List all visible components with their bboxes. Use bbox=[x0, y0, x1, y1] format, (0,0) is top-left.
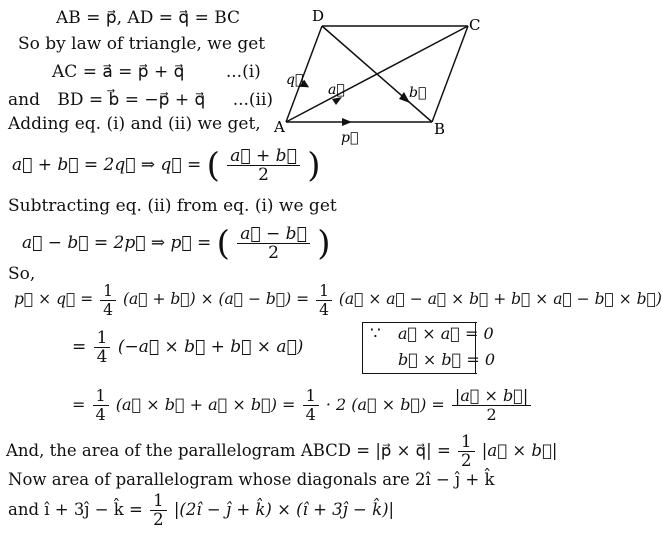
right-paren: ) bbox=[307, 145, 321, 186]
law-of-triangle-text: So by law of triangle, we get bbox=[18, 34, 266, 54]
quarter-den: 4 bbox=[103, 300, 114, 319]
line-simplify-2 bbox=[72, 384, 533, 426]
line-equation-ii bbox=[8, 90, 273, 110]
vertex-a: A bbox=[274, 118, 285, 136]
half-fraction-2 bbox=[150, 492, 167, 529]
diagonals-text: Now area of parallelogram whose diagonals are 2î − ĵ + k̂ bbox=[8, 470, 495, 489]
quarter-num-2: 1 bbox=[316, 282, 332, 301]
quarter-fraction-4 bbox=[93, 387, 109, 424]
quarter-num-3: 1 bbox=[94, 329, 111, 348]
equation-ii-prefix: and bbox=[8, 90, 40, 110]
area-abcd-right: |a⃗ × b⃗| bbox=[481, 441, 558, 460]
since-symbol: ∵ bbox=[370, 324, 381, 344]
vector-b-label: b⃗ bbox=[409, 85, 427, 101]
q-solution-left: a⃗ + b⃗ = 2q⃗ ⇒ q⃗ = bbox=[12, 155, 202, 175]
line-final bbox=[8, 490, 394, 530]
line-equation-i bbox=[52, 62, 261, 82]
quarter-den-4: 4 bbox=[95, 405, 106, 424]
q-fraction-den: 2 bbox=[258, 165, 269, 185]
half-num: 1 bbox=[458, 433, 475, 452]
since-line-2: b⃗ × b⃗ = 0 bbox=[398, 350, 496, 369]
quarter-den-3: 4 bbox=[96, 347, 108, 367]
cross-right: (a⃗ × a⃗ − a⃗ × b⃗ + b⃗ × a⃗ − b⃗ × b⃗) bbox=[338, 290, 662, 308]
quarter-fraction bbox=[100, 282, 116, 319]
p-fraction-den: 2 bbox=[268, 243, 279, 263]
p-solution-left: a⃗ − b⃗ = 2p⃗ ⇒ p⃗ = bbox=[22, 233, 212, 253]
equation-ii-tag: ...(ii) bbox=[232, 90, 274, 110]
subtracting-text: Subtracting eq. (ii) from eq. (i) we get bbox=[8, 196, 337, 216]
arrow-p bbox=[342, 118, 352, 126]
parallelogram-figure bbox=[270, 0, 490, 150]
line-area-abcd bbox=[6, 432, 557, 470]
so-text: So, bbox=[8, 264, 36, 284]
quarter-fraction-5 bbox=[303, 387, 319, 424]
quarter-num-4: 1 bbox=[93, 387, 109, 406]
final-right: |(2î − ĵ + k̂) × (î + 3ĵ − k̂)| bbox=[173, 500, 395, 519]
arrow-a bbox=[332, 97, 342, 105]
equation-i-tag: ...(i) bbox=[225, 62, 261, 82]
line-subtracting bbox=[8, 196, 337, 216]
q-fraction bbox=[227, 147, 299, 184]
left-paren: ( bbox=[216, 223, 230, 264]
equation-i-text: AC = a⃗ = p⃗ + q⃗ bbox=[52, 62, 185, 82]
line-adding bbox=[8, 114, 261, 134]
simplify-1-eq: = bbox=[72, 337, 87, 357]
p-fraction-num: a⃗ − b⃗ bbox=[237, 225, 309, 244]
vertex-d: D bbox=[312, 7, 325, 25]
diagonal-bd bbox=[322, 26, 432, 122]
quarter-num-5: 1 bbox=[303, 387, 319, 406]
quarter-num: 1 bbox=[100, 282, 116, 301]
half-den-2: 2 bbox=[153, 510, 164, 529]
adding-text: Adding eq. (i) and (ii) we get, bbox=[8, 114, 261, 134]
given-vectors-text: AB = p⃗, AD = q⃗ = BC bbox=[56, 8, 241, 28]
vector-q-label: q⃗ bbox=[286, 72, 304, 88]
half-fraction bbox=[458, 433, 475, 470]
right-paren: ) bbox=[317, 223, 331, 264]
vector-p-label: p⃗ bbox=[341, 130, 359, 146]
quarter-fraction-2 bbox=[316, 282, 332, 319]
final-left: and î + 3ĵ − k̂ = bbox=[8, 500, 143, 519]
cross-mid: (a⃗ + b⃗) × (a⃗ − b⃗) = bbox=[122, 290, 310, 308]
line-simplify-1 bbox=[72, 326, 303, 368]
simplify-2-mid: (a⃗ × b⃗ + a⃗ × b⃗) = bbox=[115, 395, 296, 414]
vector-a-label: a⃗ bbox=[328, 82, 345, 98]
line-cross-product bbox=[14, 278, 662, 320]
since-line-1: a⃗ × a⃗ = 0 bbox=[398, 324, 494, 343]
line-diagonals bbox=[8, 470, 494, 490]
equation-ii-text: BD = b⃗ = −p⃗ + q⃗ bbox=[57, 90, 206, 110]
area-fraction bbox=[452, 387, 531, 424]
left-paren: ( bbox=[206, 145, 220, 186]
line-given-vectors bbox=[56, 8, 240, 28]
area-den: 2 bbox=[486, 405, 497, 424]
quarter-fraction-3 bbox=[94, 329, 111, 366]
vertex-c: C bbox=[469, 16, 481, 34]
simplify-2-eq: = bbox=[72, 395, 86, 414]
vertex-b: B bbox=[434, 120, 446, 138]
half-num-2: 1 bbox=[150, 492, 167, 511]
simplify-1-right: (−a⃗ × b⃗ + b⃗ × a⃗) bbox=[117, 337, 304, 357]
quarter-den-2: 4 bbox=[319, 300, 329, 319]
area-num: |a⃗ × b⃗| bbox=[452, 387, 531, 406]
half-den: 2 bbox=[461, 451, 472, 470]
area-abcd-left: And, the area of the parallelogram ABCD = |p⃗ × q⃗| = bbox=[6, 441, 451, 460]
simplify-2-dot: · 2 (a⃗ × b⃗) = bbox=[325, 395, 445, 414]
line-p-solution bbox=[22, 218, 330, 268]
cross-left: p⃗ × q⃗ = bbox=[14, 290, 94, 308]
quarter-den-5: 4 bbox=[305, 405, 316, 424]
line-law-of-triangle bbox=[18, 34, 265, 54]
side-bc bbox=[432, 26, 468, 122]
q-fraction-num: a⃗ + b⃗ bbox=[227, 147, 299, 166]
p-fraction bbox=[237, 225, 309, 262]
